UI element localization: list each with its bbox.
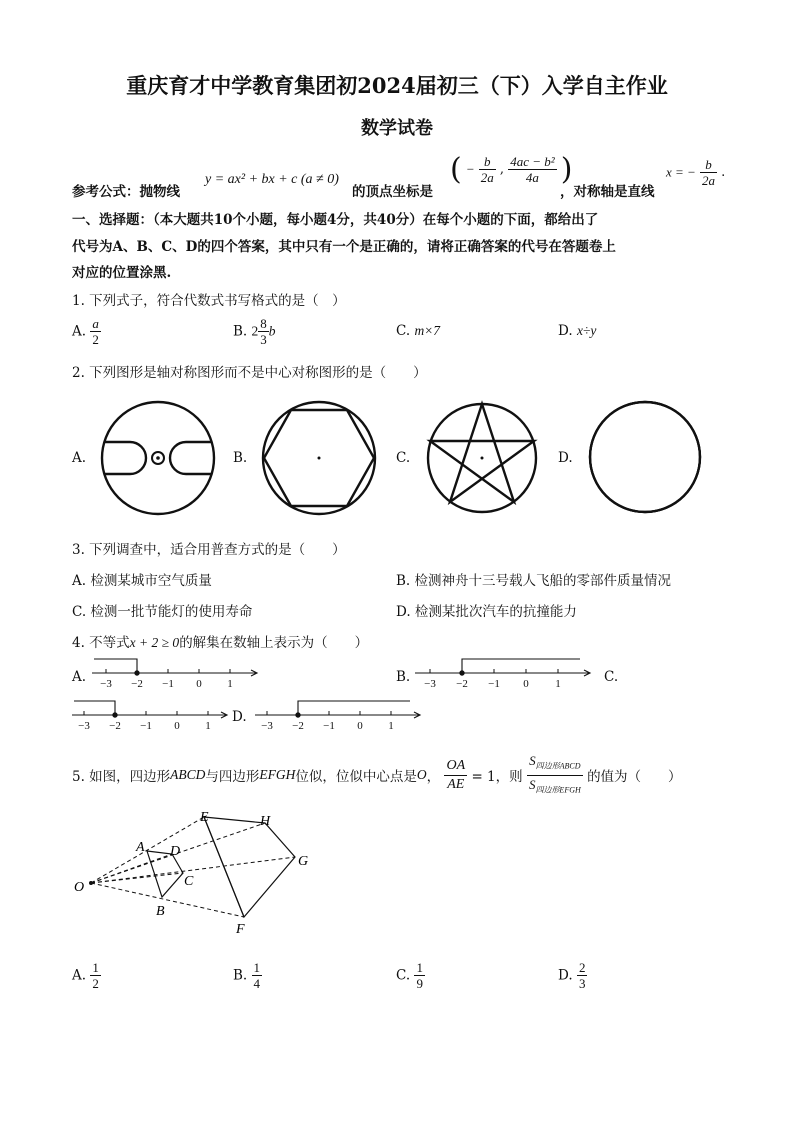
q3-option-a[interactable]: A. 检测某城市空气质量 <box>72 573 212 589</box>
q1-option-a[interactable]: A. $\frac{a}{2}$ <box>72 316 99 347</box>
q4-label-a[interactable]: A. <box>72 669 87 685</box>
q4-numberline-d[interactable] <box>255 697 425 733</box>
q5-option-b[interactable]: B. $\frac{1}{4}$ <box>233 960 261 991</box>
q2-figure-d[interactable] <box>588 400 708 520</box>
q5-option-a[interactable]: A. $\frac{1}{2}$ <box>72 960 99 991</box>
q3-option-c[interactable]: C. 检测一批节能灯的使用寿命 <box>72 604 253 620</box>
numberline-tick-label: −3 <box>424 678 436 690</box>
formula-vertex-label: 的顶点坐标是 <box>352 184 433 200</box>
solution-endpoint <box>135 671 139 675</box>
numberline-tick-label: 0 <box>196 678 202 690</box>
q5-option-c[interactable]: C. $\frac{1}{9}$ <box>396 960 423 991</box>
solution-endpoint <box>296 713 300 717</box>
numberline-tick-label: −2 <box>109 720 121 732</box>
point-e: E <box>200 810 209 825</box>
vertex-coordinate: ( − $\frac{b}{2a}$ , $\frac{\text{4ac − b²}}{4a}$ ) <box>450 152 573 187</box>
q4-numberline-a[interactable] <box>92 655 262 691</box>
q1-option-d[interactable]: D. x÷y <box>558 323 597 339</box>
vertex-x-den: 2a <box>480 170 494 185</box>
q2-label-d[interactable]: D. <box>558 450 573 466</box>
solution-ray <box>298 701 410 715</box>
axis-formula: x = − $\frac{b}{2a}$ . <box>666 157 726 188</box>
q2-label-c[interactable]: C. <box>396 450 411 466</box>
formula-prefix: 参考公式：抛物线 <box>72 184 180 200</box>
section1-line2: 代号为A、B、C、D的四个答案，其中只有一个是正确的，请将正确答案的代号在答题卷上 <box>72 239 616 255</box>
point-g: G <box>298 854 309 869</box>
exam-title: 重庆育才中学教育集团初2024届初三（下）入学自主作业 <box>126 73 668 98</box>
numberline-tick-label: 1 <box>555 678 561 690</box>
numberline-tick-label: 1 <box>388 720 394 732</box>
numberline-tick-label: −2 <box>456 678 468 690</box>
point-o: O <box>74 880 85 895</box>
numberline-tick-label: −1 <box>162 678 174 690</box>
numberline-tick-label: 1 <box>205 720 211 732</box>
numberline-tick-label: −3 <box>261 720 273 732</box>
q1-stem: 1. 下列式子，符合代数式书写格式的是（ ） <box>72 293 346 309</box>
q3-option-d[interactable]: D. 检测某批次汽车的抗撞能力 <box>396 604 577 620</box>
solution-endpoint <box>460 671 464 675</box>
q2-figure-b[interactable] <box>262 400 382 520</box>
q4-stem: 4. 不等式x + 2 ≥ 0的解集在数轴上表示为（ ） <box>72 635 369 651</box>
solution-endpoint <box>113 713 117 717</box>
solution-ray <box>462 659 580 673</box>
numberline-tick-label: −3 <box>78 720 90 732</box>
solution-ray <box>74 701 115 715</box>
numberline-tick-label: −3 <box>100 678 112 690</box>
numberline-tick-label: −1 <box>140 720 152 732</box>
q2-figure-c[interactable] <box>426 402 546 522</box>
vertex-x-num: b <box>479 154 496 170</box>
numberline-tick-label: −1 <box>488 678 500 690</box>
q4-label-c[interactable]: C. <box>604 669 619 685</box>
point-c: C <box>184 874 194 889</box>
q3-option-b[interactable]: B. 检测神舟十三号载人飞船的零部件质量情况 <box>396 573 672 589</box>
q2-figure-a[interactable] <box>100 400 220 520</box>
vertex-y-num: 4ac − b² <box>510 154 555 169</box>
exam-subtitle: 数学试卷 <box>361 118 433 139</box>
q5-figure <box>70 805 330 945</box>
vertex-y-den: 4a <box>525 170 539 185</box>
q1-option-b[interactable]: B. 2 $\frac{8}{3}$ b <box>233 316 276 347</box>
q4-numberline-c[interactable] <box>72 697 232 733</box>
point-b: B <box>156 904 165 919</box>
point-h: H <box>260 814 271 829</box>
q5-stem: 5. 如图，四边形ABCD与四边形EFGH位似，位似中心点是O， $\frac{OA}{AE}$ = 1，则 $\frac{S_{四边形ABCD}}{S_{四边形EFGH}}$ 的值为（ ） <box>72 753 682 795</box>
section1-line1: 一、选择题：（本大题共10个小题，每小题4分，共40分）在每个小题的下面，都给出了 <box>72 212 599 228</box>
q2-label-b[interactable]: B. <box>233 450 248 466</box>
q5-option-d[interactable]: D. $\frac{2}{3}$ <box>558 960 586 991</box>
q4-numberline-b[interactable] <box>415 655 595 691</box>
section1-line3: 对应的位置涂黑. <box>72 265 172 281</box>
solution-ray <box>94 659 137 673</box>
point-f: F <box>236 922 245 937</box>
formula-axis-label: ，对称轴是直线 <box>560 184 655 200</box>
q1-option-c[interactable]: C. m×7 <box>396 323 441 339</box>
formula-equation: y = ax² + bx + c (a ≠ 0) <box>205 172 339 187</box>
numberline-tick-label: −2 <box>292 720 304 732</box>
q2-label-a[interactable]: A. <box>72 450 87 466</box>
q3-stem: 3. 下列调查中，适合用普查方式的是（ ） <box>72 542 346 558</box>
numberline-tick-label: 1 <box>227 678 233 690</box>
point-d: D <box>170 844 181 859</box>
q4-label-b[interactable]: B. <box>396 669 411 685</box>
numberline-tick-label: −1 <box>323 720 335 732</box>
q2-stem: 2. 下列图形是轴对称图形而不是中心对称图形的是（ ） <box>72 365 427 381</box>
q4-label-d[interactable]: D. <box>232 709 247 725</box>
numberline-tick-label: 0 <box>174 720 180 732</box>
numberline-tick-label: −2 <box>131 678 143 690</box>
numberline-tick-label: 0 <box>523 678 529 690</box>
point-a: A <box>136 840 145 855</box>
numberline-tick-label: 0 <box>357 720 363 732</box>
